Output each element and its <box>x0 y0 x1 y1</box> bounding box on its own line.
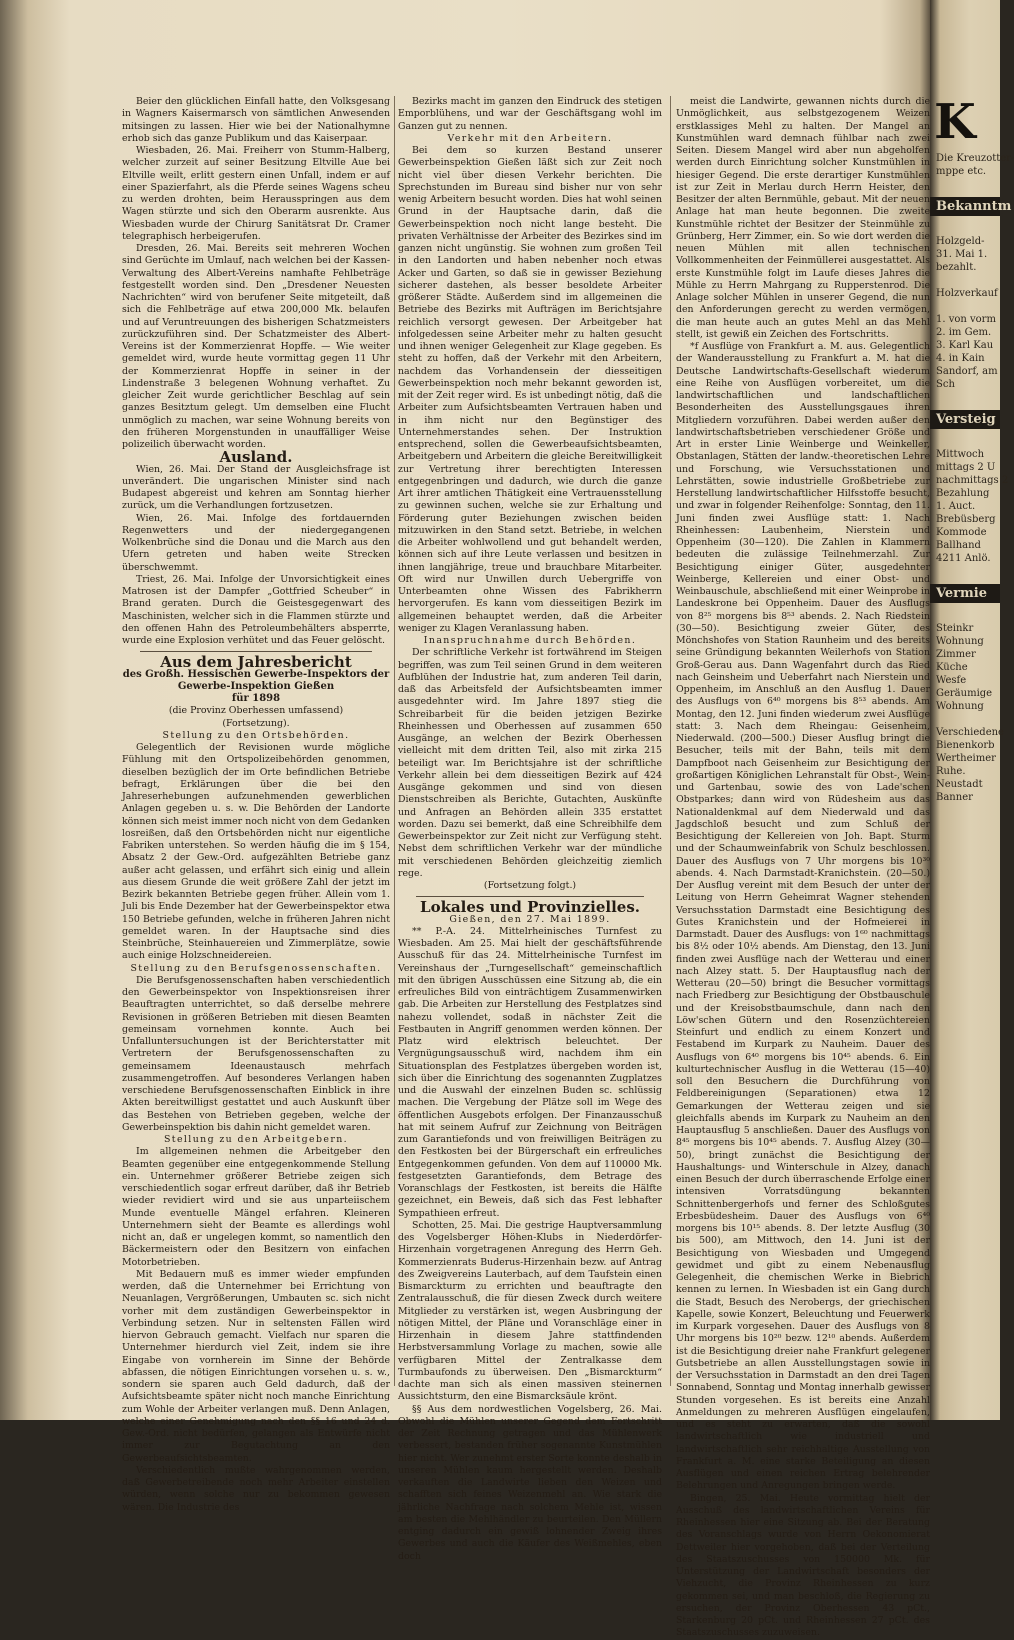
paragraph: Dresden, 26. Mai. Bereits seit mehreren Wochen sind Gerüchte im Umlauf, nach welchen bei der Kassen-Verwaltung des Albert-Vereins namhafte Fehlbeträge festgestellt worden sind. Den „Dresdener Neuesten Nachrichten“ wird von berufener Seite mitgeteilt, daß sich die Fehlbeträge auf etwa 200,000 Mk. belaufen und auf Veruntreuungen des bisherigen Schatzmeisters zurückzuführen sind. Der Schatzmeister des Albert-Vereins ist der Kommerzienrat Hopffe. — Wie weiter gemeldet wird, wurde heute vormittag gegen 11 Uhr der Kommerzienrat Hopffe in seiner in der Lindenstraße 3 belegenen Wohnung verhaftet. Zu gleicher Zeit wurde gerichtlicher Beschlag auf sein ganzes Besitztum gelegt. Um demselben eine Flucht unmöglich zu machen, war seine Wohnung bereits von den früheren Morgenstunden in unauffälliger Weise polizeilich überwacht worden. <box>122 243 390 450</box>
adjacent-text-line: 1. von vorm <box>936 314 996 325</box>
adjacent-text-line: 4211 Anlö. <box>936 553 991 564</box>
report-province: (die Provinz Oberhessen umfassend) <box>168 705 344 717</box>
report-heading: Aus dem Jahresbericht <box>160 653 352 672</box>
paragraph: Wien, 26. Mai. Der Stand der Ausgleichsfrage ist unverändert. Die ungarischen Minister sind nach Budapest abgereist und kehren am Sonntag hierher zurück, um die Verhandlungen fortzusetzen. <box>122 463 390 512</box>
adjacent-text-line: Geräumige <box>936 688 993 699</box>
paragraph: ** P.-A. 24. Mittelrheinisches Turnfest zu Wiesbaden. Am 25. Mai hielt der geschäftsführende Ausschuß für das 24. Mittelrheinische Turnfest im Vereinshaus der „Turngesellschaft“ gemeinschaftlich mit den übrigen Ausschüssen eine Sitzung ab, die ein erfreuliches Bild von einträchtigem Zusammenwirken gab. Die Arbeiten zur Herstellung des Festplatzes sind nahezu vollendet, sodaß in nächster Zeit die Festbauten in Angriff genommen werden können. Der Platz wird elektrisch beleuchtet. Der Vergnügungsausschuß wird, nachdem ihm ein Situationsplan des Festplatzes übergeben worden ist, sich über die Einrichtung des sogenannten Zugplatzes und die Auswahl der einzelnen Buden sc. schlüssig machen. Die Vergebung der Plätze soll im Wege des öffentlichen Ausgebots erfolgen. Der Finanzausschuß hat mit seinem Aufruf zur Zeichnung von Beiträgen zum Garantiefonds und von freiwilligen Beiträgen zu den Festkosten bei der Bürgerschaft ein erfreuliches Entgegenkommen gefunden. Von dem auf 110000 Mk. festgesetzten Garantiefonds, dem Betrage des Voranschlags der Festkosten, ist bereits die Hälfte gezeichnet, ein Beweis, daß sich das Fest lebhafter Sympathieen erfreut. <box>398 925 662 1219</box>
adjacent-text-line: mittags 2 U <box>936 462 996 473</box>
adjacent-text-line: Wohnung <box>936 701 984 712</box>
paragraph: Verschiedentlich mußte wahrgenommen werden, daß Gewerbetreibende noch mehr Arbeiter einstellen würden, wenn solche nur zu bekommen gewesen wären. Die Industrie des <box>122 1464 390 1513</box>
adjacent-text-line: Holzgeld- <box>936 236 985 247</box>
report-continuation: (Fortsetzung). <box>222 717 290 729</box>
section-heading-ausland: Ausland. <box>219 448 293 467</box>
adjacent-section-bar: Bekanntm <box>930 197 1000 216</box>
section-heading-lokales: Lokales und Provinzielles. <box>420 898 640 917</box>
adjacent-section-bar: Versteig <box>930 410 1000 429</box>
adjacent-text-line: Sandorf, am <box>936 366 998 377</box>
adjacent-text-line: Ballhand <box>936 540 981 551</box>
paragraph: Beier den glücklichen Einfall hatte, den Volksgesang in Wagners Kaisermarsch von sämtlichen Anwesenden mitsingen zu lassen. Hier wie bei der Nationalhymne erhob sich das ganze Publikum und das Kaiserpaar. <box>122 96 390 144</box>
adjacent-text-line <box>930 435 1000 448</box>
adjacent-text-line: Sch <box>936 379 955 390</box>
adjacent-text-line <box>930 609 1000 622</box>
paragraph: Bezirks macht im ganzen den Eindruck des stetigen Emporblühens, und war der Geschäftsgang wohl im Ganzen gut zu nennen. <box>398 96 662 132</box>
adjacent-text-line: Ruhe. <box>936 766 966 777</box>
adjacent-text-line: Wertheimer <box>936 753 996 764</box>
divider <box>140 651 372 652</box>
paragraph: *f Ausflüge von Frankfurt a. M. aus. Gelegentlich der Wanderausstellung zu Frankfurt a. M. hat die Deutsche Landwirtschafts-Gesellschaft wiederum eine Reihe von Ausflügen vorbereitet, um die landwirtschaftlichen und landschaftlichen Besonderheiten des Ausstellungsgaues ihren Mitgliedern vorzuführen. Dabei werden außer den landwirtschaftsbetrieben verschiedener Größe und Art in erster Linie Weinberge und Weinkeller, Obstanlagen, Stätten der landw.-theoretischen Lehre und Forschung, wie Versuchsstationen und Lehrstätten, sowie industrielle Großbetriebe zur Herstellung landwirtschaftlicher Hilfsstoffe besucht, und zwar in folgender Reihenfolge: Sonntag, den 11. Juni finden zwei Ausflüge statt: 1. Nach Rheinhessen: Laubenheim, Nierstein und Oppenheim (30—120). Die Zahlen in Klammern bedeuten die zulässige Teilnehmerzahl. Zur Besichtigung einiger Güter, ausgedehnter Weinberge, Kellereien und einer Obst- und Weinbauschule, abschließend mit einer Weinprobe in Landeskrone bei Oppenheim. Dauer des Ausflugs von 8²⁵ morgens bis 8⁵³ abends. 2. Nach Riedstein (30—50). Besichtigung zweier Güter, des Mönchshofes von Station Raunheim und des bereits seine Gründigung bekannten Weilerhofs von Station Groß-Gerau aus. Dann Wagenfahrt durch das Ried nach Geinsheim und Ueberfahrt nach Nierstein und Oppenheim, im Anschluß an den Ausflug 1. Dauer des Ausflugs von 6⁴⁰ morgens bis 8⁵³ abends. Am Montag, den 12. Juni finden wiederum zwei Ausflüge statt: 3. Nach dem Rheingau: Geisenheim, Niederwald. (200—500.) Dieser Ausflug bringt die Besucher, teils mit der Bahn, teils mit dem Dampfboot nach Geisenheim zur Besichtigung der großartigen Königlichen Lehranstalt für Obst-, Wein- und Gartenbau, sowie des von Lade'schen Obstparkes; dann wird von Rüdesheim aus das Nationaldenkmal auf dem Niederwald und das Jagdschloß besucht und zum Schluß der Besichtigung der Kellereien von Joh. Bapt. Sturm und der Schaumweinfabrik von Schulz beschlossen. Dauer des Ausflugs von 7 Uhr morgens bis 10³⁰ abends. 4. Nach Darmstadt-Kranichstein. (20—50.) Der Ausflug vereint mit dem Besuch der unter der Leitung von Herrn Geheimrat Wagner stehenden Versuchsstation Darmstadt eine Besichtigung des Gutes Kranichstein und der Hofmeierei in Darmstadt. Dauer des Ausflugs: von 1⁶⁰ nachmittags bis 8½ oder 10½ abends. Am Dienstag, den 13. Juni finden zwei Ausflüge nach der Wetterau und einer nach Alzey statt. 5. Der Hauptausflug nach der Wetterau (20—50) bringt die Besucher vormittags nach Friedberg zur Besichtigung der Obstbauschule und der Kreisobstbaumschule, dann nach den Löw'schen Gütern und den Rosenzüchtereien Steinfurt und endlich zu einem Konzert und Festabend im Kurpark zu Nauheim. Dauer des Ausflugs von 6⁴⁰ morgens bis 10⁴⁵ abends. 6. Ein kulturtechnischer Ausflug in die Wetterau (15—40) soll den Besuchern die Durchführung von Feldbereinigungen (Separationen) etwa 12 Gemarkungen der Wetterau zeigen und sie gleichfalls abends im Kurpark zu Nauheim an den Hauptausflug 5 anschließen. Dauer des Ausflugs von 8⁴⁵ morgens bis 10⁴⁵ abends. 7. Ausflug Alzey (30—50), bringt zunächst die Besichtigung der Haushaltungs- und Winterschule in Alzey, danach einen Besuch der durch überraschende Erfolge einer intensiven Vorratsdüngung bekannten Schnittenbergerhofs und ferner des Schloßgutes Erbesbüdesheim. Dauer des Ausflugs von 6⁴⁰ morgens bis 10¹⁵ abends. 8. Der letzte Ausflug (30 bis 500), am Mittwoch, den 14. Juni ist der Besichtigung von Wiesbaden und Umgegend gewidmet und gibt zu einem Nebenausflug Gelegenheit, die chemischen Werke in Biebrich kennen zu lernen. In Wiesbaden ist ein Gang durch die Stadt, Besuch des Nerobergs, der griechischen Kapelle, sowie Konzert, Beleuchtung und Feuerwerk im Kurpark vorgesehen. Dauer des Ausflugs von 8 Uhr morgens bis 10²⁰ bezw. 12¹⁰ abends. Außerdem ist die Besichtigung dreier nahe Frankfurt gelegener Gutsbetriebe an allen Ausstellungstagen sowie in der Versuchsstation in Darmstadt an den drei Tagen Sonnabend, Sonntag und Montag innerhalb gewisser Stunden vorgesehen. Es ist bereits eine Anzahl Anmeldungen zu mehreren Ausflügen eingelaufen, und es steht zu erwarten, daß die sowohl landwirtschaftlich wie industriell und landwirtschaftlich sehr reichhaltige Ausstellung von Frankfurt a. M. eine starke Beteiligung an diesen Ausflügen und einen reichen Ertrag belehrender Belehrungen und Anregungen bringen werde. <box>676 341 930 1492</box>
adjacent-text-line <box>930 565 1000 578</box>
adjacent-text-line: Bezahlung <box>936 488 990 499</box>
dateline: Gießen, den 27. Mai 1899. <box>449 913 611 925</box>
continuation-note: (Fortsetzung folgt.) <box>483 880 577 891</box>
subheading: Stellung zu den Arbeitgebern. <box>163 1134 349 1145</box>
adjacent-text-line: 2. im Gem. <box>936 327 992 338</box>
adjacent-text-line: Banner <box>936 792 973 803</box>
adjacent-text-line: Verschiedene <box>936 727 1004 738</box>
adjacent-text-line: 31. Mai 1. <box>936 249 988 260</box>
paragraph: Der schriftliche Verkehr ist fortwährend im Steigen begriffen, was zum Teil seinen Grund in dem weiteren Aufblühen der Industrie hat, zum anderen Teil darin, daß das Arbeitsfeld der Aufsichtsbeamten immer ausgedehnter wird. Im Jahre 1897 stieg die Schreibarbeit für die beiden jetzigen Bezirke Rheinhessen und Oberhessen auf zusammen 650 Ausgänge, an welchen der Bezirk Oberhessen vielleicht mit dem dritten Teil, also mit zirka 215 beteiligt war. Im Berichtsjahre ist der schriftliche Verkehr allein bei dem diesseitigen Bezirk auf 424 Ausgänge gekommen und sind von diesen Dienstschreiben als Berichte, Gutachten, Auskünfte und Anfragen an Behörden allein 335 erstattet worden. Dazu sei bemerkt, daß eine Schreibhilfe dem Gewerbeinspektor zur Zeit nicht zur Verfügung steht. Nebst dem schriftlichen Verkehr war der mündliche mit verschiedenen Behörden gleichzeitig ziemlich rege. <box>398 647 662 879</box>
paragraph: Wiesbaden, 26. Mai. Freiherr von Stumm-Halberg, welcher zurzeit auf seiner Besitzung Eltville Aue bei Eltville weilt, erlitt gestern einen Unfall, indem er auf einer Spazierfahrt, als die Pferde seines Wagens scheu zu werden drohten, beim Herausspringen aus dem Wagen stürzte und sich den Oberarm ausrenkte. Aus Wiesbaden wurde der Chirurg Sanitätsrat Dr. Cramer telegraphisch herbeigerufen. <box>122 145 390 242</box>
paragraph: meist die Landwirte, gewannen nichts durch die Unmöglichkeit, aus selbstgezogenem Weizen erstklassiges Mehl zu halten. Der Mangel an Kunstmühlen ward demnach fühlbar nach zwei Seiten. Diesem Mangel wird aber nun abgeholfen werden durch Einrichtung solcher Kunstmühlen in hiesiger Gegend. Die erste derartiger Kunstmühlen ist zur Zeit in Merlau durch Herrn Heister, den Besitzer der alten Bernmühle, gebaut. Mit der neuen Anlage hat man heute begonnen. Die zweite Kunstmühle richtet der Besitzer der Steinmühle zu Grünberg, Herr Zimmer, ein. So wie dort werden die neuen Mühlen mit allen technischen Vollkommenheiten der Feinmüllerei ausgestattet. Als erste Kunstmühle folgt im Laufe dieses Jahres die Mühle zu Herrn Mahrgang zu Rupperstenrod. Die Anlage solcher Mühlen in unserer Gegend, die nun den Anforderungen gerecht zu werden vermögen, die man heute auch an gutes Mehl an das Mehl stellt, ist gewiß ein Zeichen des Fortschritts. <box>676 96 930 340</box>
adjacent-text-line: Zimmer <box>936 649 976 660</box>
adjacent-text-line: 1. Auct. <box>936 501 976 512</box>
report-year: für 1898 <box>231 693 281 704</box>
masthead-logo-fragment: K <box>934 94 976 150</box>
column-1 <box>122 96 390 1514</box>
adjacent-text-line: Küche <box>936 662 968 673</box>
column-rule <box>394 96 395 1386</box>
subheading: Verkehr mit den Arbeitern. <box>447 132 613 144</box>
paragraph: Die Berufsgenossenschaften haben verschiedentlich den Gewerbeinspektor von Inspektionsreisen ihrer Beauftragten unterrichtet, so daß derselbe mehrere Revisionen in größeren Betrieben mit diesen Beamten gemeinsam vornehmen konnte. Auch bei Unfalluntersuchungen ist der Berichterstatter mit Vertretern der Berufsgenossenschaften zu gemeinsamem Ideenaustausch mehrfach zusammengetroffen. Auf besonderes Verlangen haben verschiedene Berufsgenossenschaften Einblick in ihre Akten bereitwilligst gestattet und auch Auskunft über das Bestehen von Betrieben gegeben, welche der Gewerbeinspektion bis dahin nicht gemeldet waren. <box>122 974 390 1133</box>
adjacent-text-line: Brebüsberg <box>936 514 996 525</box>
adjacent-text-line: Mittwoch <box>936 449 985 460</box>
subheading: Inanspruchnahme durch Behörden. <box>423 635 637 646</box>
adjacent-text-line: mppe etc. <box>936 166 987 177</box>
adjacent-text-line: 3. Karl Kau <box>936 340 994 351</box>
adjacent-page-edge <box>930 0 1014 1420</box>
subheading: Stellung zu den Berufsgenossenschaften. <box>130 962 382 974</box>
adjacent-text-line: Steinkr <box>936 623 974 634</box>
adjacent-section-bar: Vermie <box>930 584 1000 603</box>
paragraph: Triest, 26. Mai. Infolge der Unvorsichtigkeit eines Matrosen ist der Dampfer „Gottfried Scheuber“ in Brand geraten. Durch die Geistesgegenwart des Maschinisten, welcher sich in die Flammen stürzte und den offenen Hahn des Petroleumbehälters absperrte, wurde eine Explosion verhütet und das Feuer gelöscht. <box>122 573 390 646</box>
adjacent-text-line: Bienenkorb <box>936 740 995 751</box>
adjacent-text-line: bezahlt. <box>936 262 977 273</box>
paragraph: Wien, 26. Mai. Infolge des fortdauernden Regenwetters und der niedergegangenen Wolkenbrüche sind die Donau und die March aus den Ufern getreten und haben weite Strecken überschwemmt. <box>122 512 390 573</box>
paragraph: Bei dem so kurzen Bestand unserer Gewerbeinspektion Gießen läßt sich zur Zeit noch nicht viel über diesen Verkehr berichten. Die Sprechstunden im Bureau sind bisher nur von sehr wenig Arbeitern besucht worden. Dies hat wohl seinen Grund in der Hauptsache darin, daß die Gewerbeinspektion noch nicht lange besteht. Die privaten Verhältnisse der Arbeiter des Bezirkes sind im ganzen nicht ungünstig. Sie wohnen zum großen Teil in den Landorten und haben nebenher noch etwas Acker und Garten, so daß sie in gewisser Beziehung sicherer dastehen, als besser besoldete Arbeiter größerer Städte. Außerdem sind im allgemeinen die Betriebe des Bezirks mit Aufträgen im Berichtsjahre reichlich versorgt gewesen. Der Arbeitgeber hat infolgedessen seine Arbeiter mehr zu halten gesucht und ihnen weniger Gelegenheit zur Klage gegeben. Es steht zu hoffen, daß der Verkehr mit den Arbeitern, nachdem das Vorhandensein der diesseitigen Gewerbeinspektion noch mehr bekannt geworden ist, mit der Zeit reger wird. Es ist unbedingt nötig, daß die Arbeiter zum Aufsichtsbeamten Vertrauen haben und in ihm nicht nur den Begünstiger des Unternehmerstandes sehen. Der Instruktion entsprechend, sollen die Gewerbeaufsichtsbeamten, Arbeitgebern und Arbeitern die gleiche Bereitwilligkeit zur Vertretung ihrer berechtigten Interessen entgegenbringen und dadurch, wie durch die ganze Art ihrer amtlichen Thätigkeit eine Vertrauensstellung zu gewinnen suchen, welche sie zur Erhaltung und Förderung guter Beziehungen zwischen beiden mitzuwirken in den Stand setzt. Betriebe, in welchen die Arbeiter wohlwollend und gut behandelt werden, können sich auf ihre Leute verlassen und besitzen in ihnen langjährige, treue und brauchbare Mitarbeiter. Oft wird nur Unwillen durch Uebergriffe von Unterbeamten ohne Wissen des Fabrikherrn hervorgerufen. Es kann vom diesseitigen Bezirk im allgemeinen behauptet werden, daß die Arbeiter weniger zu Klagen Veranlassung haben. <box>398 145 662 634</box>
report-subheading: des Großh. Hessischen Gewerbe-Inspektors der Gewerbe-Inspektion Gießen <box>122 668 390 692</box>
subheading: Stellung zu den Ortsbehörden. <box>162 729 350 741</box>
adjacent-text-line: Holzverkauf <box>936 288 998 299</box>
column-2 <box>398 96 662 1563</box>
paragraph: Schotten, 25. Mai. Die gestrige Hauptversammlung des Vogelsberger Höhen-Klubs in Niederdörfer-Hirzenhain vorgetragenen Anregung des Herrn Geh. Kommerzienrats Buderus-Hirzenhain bezw. auf Antrag des Zweigvereins Lauterbach, auf dem Taufstein einen Bismarckturm zu errichten und beauftragte den Zentralausschuß, die für diesen Zweck durch weitere Mitglieder zu verstärken ist, wegen Ausbringung der nötigen Mittel, der Pläne und Voranschläge einer in Hirzenhain in diesem Jahre stattfindenden Herbstversammlung Vorlage zu machen, sowie alle verfügbaren Mittel der Zentralkasse dem Turmbaufonds zu überweisen. Den „Bismarckturm“ dachte man sich als einen massiven steinernen Aussichtsturm, den eine Bismarcksäule krönt. <box>398 1219 662 1403</box>
paragraph: Im allgemeinen nehmen die Arbeitgeber den Beamten gegenüber eine entgegenkommende Stellung ein. Unternehmer größerer Betriebe zeigen sich verschiedentlich sogar erfreut darüber, daß ihr Betrieb wieder revidiert wird und sie aus unparteiischem Munde eventuelle Mängel erfahren. Kleineren Unternehmern sieht der Beamte es allerdings wohl nicht an, daß er ungelegen kommt, so namentlich den Bäckermeistern oder den Besitzern von einfachen Motorbetrieben. <box>122 1146 390 1268</box>
adjacent-page-text <box>930 152 1014 804</box>
adjacent-text-line: 4. in Kain <box>936 353 985 364</box>
adjacent-text-line <box>930 391 1000 404</box>
adjacent-text-line <box>930 300 1000 313</box>
adjacent-text-line: Wohnung <box>936 636 984 647</box>
paragraph: §§ Aus dem nordwestlichen Vogelsberg, 26. Mai. Obwohl die Mühlen unserer Gegend dem Fortschritt der Zeit Rechnung getragen und das Mühlenwerk verbessert, bestanden früher sogenannte Kunstmühlen hier nicht. Wer zunehmt erster Sorte konnte deshalb in unseren Mühlen kaum hergestellt werden. Deshalb verkauften die Landwirte lieben den Weizen und schafften sich feines Weizenmehl an. Wie stark die jährliche Nachfrage nach solchem Mehle ist, wissen am besten die Mehlhändler zu beurteilen. Den Müllern entging dadurch ein gewiß lohnender Zweig ihres Gewerbes und auch die Käufer des Weißmehles, eben doch <box>398 1403 662 1562</box>
adjacent-text-line <box>930 713 1000 726</box>
paragraph: Mit Bedauern muß es immer wieder empfunden werden, daß die Unternehmer bei Errichtung von Neuanlagen, Vergrößerungen, Umbauten sc. sich nicht vorher mit dem zuständigen Gewerbeinspektor in Verbindung setzen. Nur in seltensten Fällen wird hiervon Gebrauch gemacht. Vielfach nur sparen die Unternehmer hierdurch viel Zeit, indem sie ihre Eingabe von vornherein im Sinne der Behörde abfassen, die nötigen Einrichtungen vorsehen u. s. w., sondern sie sparen auch Geld dadurch, daß der Aufsichtsbeamte später nicht noch manche Einrichtung zum Wohle der Arbeiter verlangen muß. Denn Anlagen, welche einer Genehmigung nach den §§ 16 und 24 d. Gew.-Ord. nicht bedürfen, gelangen als Entwürfe nicht immer zur Begutachtung an den Gewerbeaufsichtsbeamten. <box>122 1268 390 1464</box>
adjacent-text-line <box>930 274 1000 287</box>
paragraph: Gelegentlich der Revisionen wurde mögliche Fühlung mit den Ortspolizeibehörden genommen, dieselben bezüglich der im Orte befindlichen Betriebe befragt, Erklärungen über die bei den Jahreserhebungen aufzunehmenden gewerblichen Anlagen gegeben u. s. w. Die Behörden der Landorte können sich meist immer noch nicht von dem Gedanken losreißen, daß den Ortsbehörden nicht nur eigentliche Fabriken unterstehen. So werden häufig die im § 154, Absatz 2 der Gew.-Ord. aufgezählten Betriebe ganz außer acht gelassen, und erfährt sich einig und allein aus diesem Grunde die weit größere Zahl der jetzt im Bezirk bekannten Betriebe gegen früher. Allein vom 1. Juli bis Ende Dezember hat der Gewerbeinspektor etwa 150 Betriebe gefunden, welche in früheren Jahren nicht gemeldet waren. In der Hauptsache sind dies Steinbrüche, Steinhauereien und Zimmerplätze, sowie auch einige Holzschneidereien. <box>122 742 390 962</box>
adjacent-text-line: Neustadt <box>936 779 983 790</box>
adjacent-text-line <box>930 178 1000 191</box>
adjacent-text-line: Wesfe <box>936 675 967 686</box>
adjacent-text-line: Kommode <box>936 527 987 538</box>
column-rule <box>670 96 671 1386</box>
divider <box>416 896 644 897</box>
column-3 <box>676 96 930 1640</box>
adjacent-text-line <box>930 222 1000 235</box>
adjacent-text-line: Die Kreuzotter- <box>936 153 1014 164</box>
adjacent-text-line: nachmittags 2 <box>936 475 1009 486</box>
paragraph: Bingen, 25. Mai. Heute vormittag hielt der Ausschuß des landwirtschaftlichen Vereins für Rheinhessen hier eine Sitzung ab. Bei der Beratung des Voranschlags wurde von Herrn Oekonomierat Dettweiler hier vorgehoben, daß bei der Verteilung des Staatszuschusses von 150000 Mk. für Unterstützung der Landwirtschaft besonders der Viehzucht, die Provinz Rheinhessen zu kurz gekommen sei, und man beschloß, die Regierung zu ersuchen, der Provinz Oberhessen 43 pCt., Starkenburg 20 pCt. und Rheinhessen 27 pCt. des Staatszuschusses zuzuweisen. <box>676 1492 930 1639</box>
